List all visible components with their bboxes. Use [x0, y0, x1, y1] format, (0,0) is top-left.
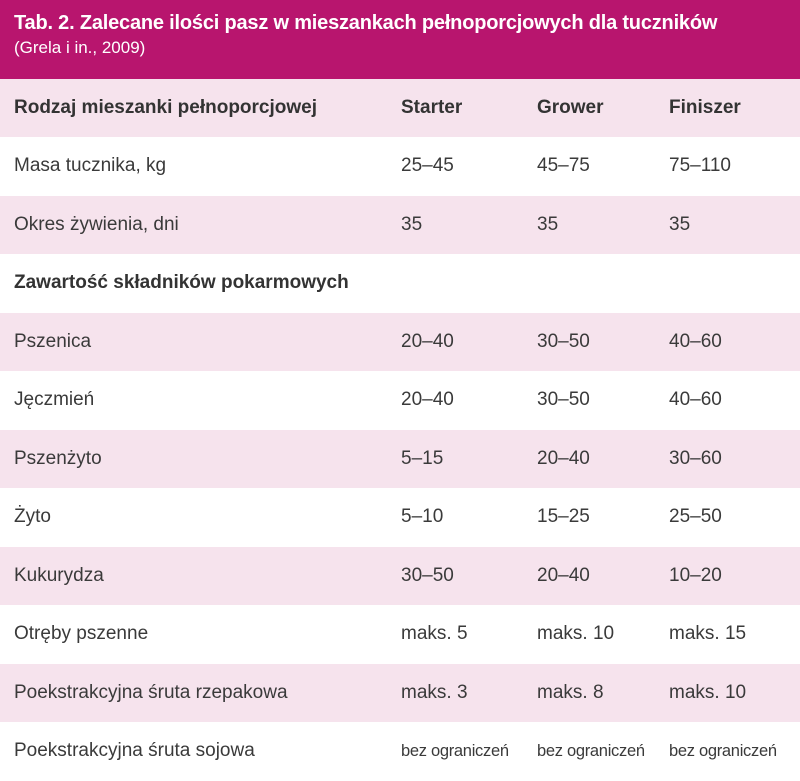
cell-finiszer: 40–60: [669, 389, 722, 411]
cell-starter: 5–10: [401, 506, 443, 528]
cell-starter: 20–40: [401, 389, 454, 411]
section-heading: Zawartość składników pokarmowych: [14, 272, 349, 294]
cell-grower: 20–40: [537, 448, 590, 470]
cell-grower: 45–75: [537, 155, 590, 177]
table-source: (Grela i in., 2009): [14, 37, 786, 59]
table-header-row: [0, 79, 800, 138]
section-heading-row: [0, 255, 800, 314]
cell-starter: 20–40: [401, 331, 454, 353]
cell-finiszer: maks. 10: [669, 682, 746, 704]
table-row: [0, 138, 800, 197]
row-label: Kukurydza: [14, 565, 104, 587]
row-label: Pszenica: [14, 331, 91, 353]
cell-starter: maks. 5: [401, 623, 468, 645]
table-row: [0, 313, 800, 372]
cell-finiszer: 10–20: [669, 565, 722, 587]
table-row: [0, 547, 800, 606]
feed-table: [0, 79, 800, 781]
cell-grower: 15–25: [537, 506, 590, 528]
row-label: Otręby pszenne: [14, 623, 148, 645]
cell-grower: maks. 10: [537, 623, 614, 645]
cell-starter: maks. 3: [401, 682, 468, 704]
table-row: [0, 664, 800, 723]
cell-finiszer: bez ograniczeń: [669, 742, 777, 761]
column-header-grower: Grower: [537, 97, 604, 119]
cell-grower: 35: [537, 214, 558, 236]
cell-grower: 30–50: [537, 331, 590, 353]
row-label: Żyto: [14, 506, 51, 528]
cell-finiszer: maks. 15: [669, 623, 746, 645]
column-header-starter: Starter: [401, 97, 462, 119]
cell-finiszer: 25–50: [669, 506, 722, 528]
cell-finiszer: 75–110: [669, 155, 731, 177]
cell-grower: maks. 8: [537, 682, 604, 704]
table-caption-header: [0, 0, 800, 79]
cell-starter: 5–15: [401, 448, 443, 470]
cell-starter: 25–45: [401, 155, 454, 177]
table-title: Tab. 2. Zalecane ilości pasz w mieszankach pełnoporcjowych dla tuczników: [14, 10, 786, 36]
table-row: [0, 196, 800, 255]
table-row: [0, 723, 800, 781]
cell-starter: bez ograniczeń: [401, 742, 509, 761]
row-label: Poekstrakcyjna śruta rzepakowa: [14, 682, 288, 704]
row-label: Okres żywienia, dni: [14, 214, 179, 236]
cell-grower: 30–50: [537, 389, 590, 411]
table-row: [0, 430, 800, 489]
cell-finiszer: 35: [669, 214, 690, 236]
column-header-finiszer: Finiszer: [669, 97, 741, 119]
row-label: Poekstrakcyjna śruta sojowa: [14, 740, 255, 762]
table-row: [0, 372, 800, 431]
row-label: Masa tucznika, kg: [14, 155, 166, 177]
row-label: Pszenżyto: [14, 448, 102, 470]
cell-grower: 20–40: [537, 565, 590, 587]
cell-starter: 35: [401, 214, 422, 236]
table-row: [0, 606, 800, 665]
cell-finiszer: 40–60: [669, 331, 722, 353]
column-header-mix-type: Rodzaj mieszanki pełnoporcjowej: [14, 97, 317, 119]
cell-grower: bez ograniczeń: [537, 742, 645, 761]
cell-finiszer: 30–60: [669, 448, 722, 470]
row-label: Jęczmień: [14, 389, 94, 411]
cell-starter: 30–50: [401, 565, 454, 587]
table-row: [0, 489, 800, 548]
